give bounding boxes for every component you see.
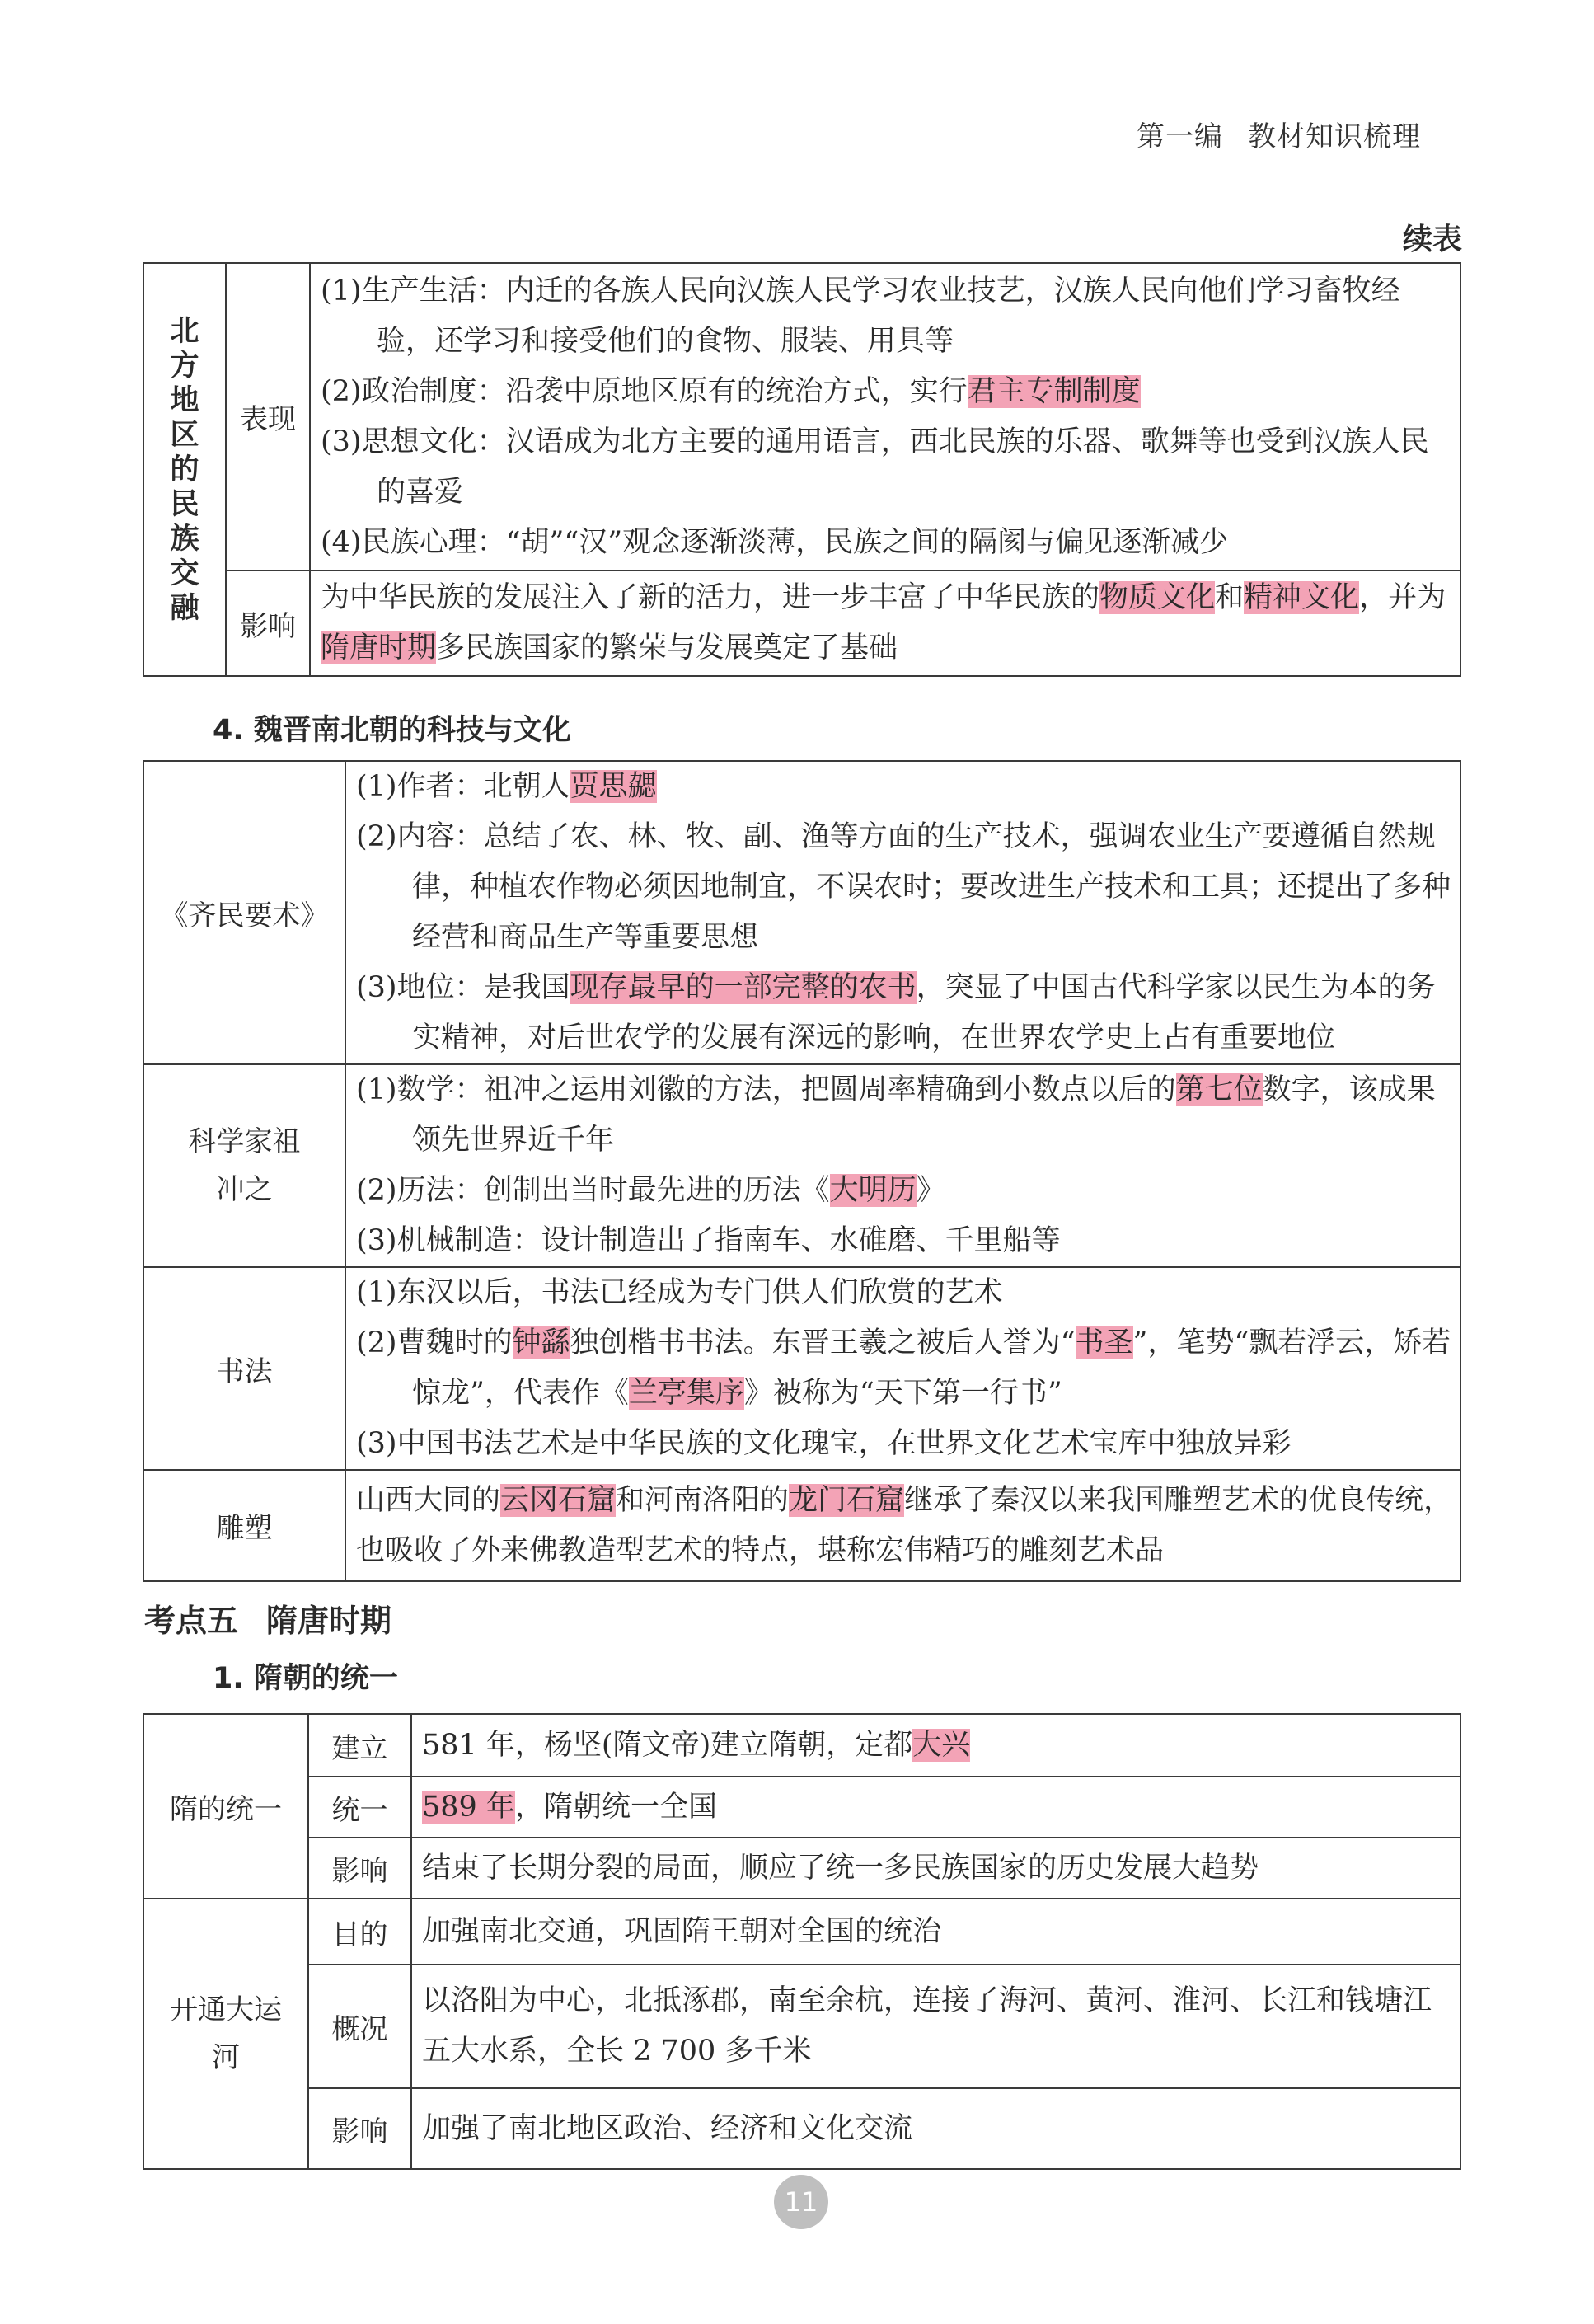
header-title: 教材知识梳理 — [1248, 120, 1421, 153]
text-segment: (3)地位：是我国 — [356, 971, 570, 1004]
text-segment: (1)数学：祖冲之运用刘徽的方法，把圆周率精确到小数点以后的 — [356, 1073, 1176, 1106]
side-label-char: 北 — [170, 314, 199, 348]
row-content-sculpture — [345, 1470, 1460, 1581]
side-label-char: 地 — [170, 383, 199, 417]
row-content-influence — [310, 570, 1460, 676]
text-segment: 独创楷书书法。东晋王羲之被后人誉为“ — [570, 1326, 1076, 1359]
table1-side-label — [143, 263, 226, 676]
sub-label-unify: 统一 — [308, 1777, 411, 1838]
highlighted-term: 589 年 — [422, 1790, 515, 1824]
row-label-zu-chongzhi: 科学家祖冲之 — [143, 1064, 345, 1267]
text-segment: (3)机械制造：设计制造出了指南车、水碓磨、千里船等 — [356, 1224, 1061, 1257]
text-segment: 结束了长期分裂的局面，顺应了统一多民族国家的历史发展大趋势 — [422, 1851, 1259, 1885]
section4-title: 4. 魏晋南北朝的科技与文化 — [213, 714, 571, 747]
kaodian-heading — [144, 1595, 391, 1641]
sub-label-purpose: 目的 — [308, 1899, 411, 1965]
content-line — [356, 762, 1453, 812]
highlighted-term: 精神文化 — [1244, 581, 1360, 614]
text-segment: 继承了秦汉以来我国雕塑艺术的优良传统，也吸收了外来佛教造型艺术的特点，堪称宏伟精巧的雕刻艺术品 — [356, 1483, 1453, 1567]
sui-unification-table — [143, 1713, 1461, 2170]
content-line — [321, 518, 1453, 568]
row-content-zu-chongzhi — [345, 1064, 1460, 1267]
text-segment: (2)曹魏时的 — [356, 1326, 513, 1359]
text-segment: (3)思想文化：汉语成为北方主要的通用语言，西北民族的乐器、歌舞等也受到汉族人民的喜爱 — [321, 425, 1429, 509]
highlighted-term: 大明历 — [829, 1174, 917, 1207]
content-overview — [411, 1965, 1460, 2088]
text-segment: 和河南洛阳的 — [616, 1483, 790, 1517]
content-line — [356, 1419, 1453, 1469]
text-segment: ，并为 — [1359, 581, 1446, 614]
row-label-manifestation: 表现 — [226, 263, 310, 570]
header-part: 第一编 — [1137, 120, 1223, 153]
row-content-manifestation — [310, 263, 1460, 570]
content-line — [356, 1268, 1453, 1318]
content-line — [422, 1976, 1453, 2077]
content-line — [356, 1065, 1453, 1166]
content-line — [422, 1782, 1453, 1833]
content-line — [422, 2104, 1453, 2154]
sub-label-canal-influence: 影响 — [308, 2088, 411, 2169]
text-segment: (3)中国书法艺术是中华民族的文化瑰宝，在世界文化艺术宝库中独放异彩 — [356, 1427, 1292, 1460]
highlighted-term: 钟繇 — [512, 1326, 570, 1359]
text-segment: (2)政治制度：沿袭中原地区原有的统治方式，实行 — [321, 374, 968, 408]
text-segment: 为中华民族的发展注入了新的活力，进一步丰富了中华民族的 — [321, 581, 1100, 614]
content-canal-influence — [411, 2088, 1460, 2169]
text-segment: 581 年，杨坚(隋文帝)建立隋朝，定都 — [422, 1728, 913, 1762]
text-segment: 数字，该成果领先世界近千年 — [412, 1073, 1436, 1157]
text-segment: ，突显了中国古代科学家以民生为本的务实精神，对后世农学的发展有深远的影响，在世界农学史上占有重要地位 — [412, 971, 1436, 1054]
highlighted-term: 第七位 — [1175, 1073, 1263, 1106]
text-segment: 加强南北交通，巩固隋王朝对全国的统治 — [422, 1914, 942, 1948]
row-label-calligraphy: 书法 — [143, 1267, 345, 1470]
text-segment: 多民族国家的繁荣与发展奠定了基础 — [436, 631, 898, 664]
highlighted-term: 大兴 — [912, 1728, 971, 1762]
content-unify — [411, 1777, 1460, 1838]
content-sui-influence — [411, 1838, 1460, 1899]
content-line — [321, 417, 1453, 518]
side-label-char: 交 — [170, 556, 199, 590]
content-line — [356, 1476, 1453, 1576]
text-segment: 》被称为“天下第一行书” — [743, 1377, 1062, 1410]
text-segment: (1)生产生活：内迁的各族人民向汉族人民学习农业技艺，汉族人民向他们学习畜牧经验，还学习和接受他们的食物、服装、用具等 — [321, 274, 1400, 358]
side-label-char: 方 — [170, 349, 199, 383]
kaodian-label: 考点五 — [144, 1603, 239, 1639]
text-segment: ，隋朝统一全国 — [514, 1790, 717, 1824]
text-segment: ”，笔势“飘若浮云，矫若惊龙”，代表作《 — [412, 1326, 1451, 1410]
row-content-calligraphy — [345, 1267, 1460, 1470]
content-line — [422, 1721, 1453, 1771]
highlighted-term: 隋唐时期 — [321, 631, 437, 664]
content-establish — [411, 1714, 1460, 1777]
highlighted-term: 贾思勰 — [570, 770, 657, 803]
group-label-grand-canal: 开通大运河 — [143, 1899, 308, 2169]
side-label-char: 区 — [170, 418, 199, 452]
sub-label-sui-influence: 影响 — [308, 1838, 411, 1899]
content-line — [356, 963, 1453, 1063]
highlighted-term: 书圣 — [1075, 1326, 1133, 1359]
text-segment: 加强了南北地区政治、经济和文化交流 — [422, 2111, 913, 2145]
content-line — [321, 266, 1453, 367]
text-segment: (2)历法：创制出当时最先进的历法《 — [356, 1174, 830, 1207]
ethnic-fusion-table — [143, 262, 1461, 677]
row-label-influence: 影响 — [226, 570, 310, 676]
highlighted-term: 君主专制制度 — [967, 374, 1141, 408]
section1-title: 1. 隋朝的统一 — [213, 1662, 398, 1695]
text-segment: (1)东汉以后，书法已经成为专门供人们欣赏的艺术 — [356, 1276, 1003, 1309]
content-line — [356, 1166, 1453, 1216]
text-segment: 》 — [916, 1174, 945, 1207]
content-line — [356, 1216, 1453, 1266]
content-line — [321, 573, 1453, 674]
highlighted-term: 现存最早的一部完整的农书 — [570, 971, 917, 1004]
row-label-qimin-yaoshu: 《齐民要术》 — [143, 761, 345, 1064]
kaodian-title: 隋唐时期 — [266, 1603, 392, 1639]
text-segment: 以洛阳为中心，北抵涿郡，南至余杭，连接了海河、黄河、淮河、长江和钱塘江五大水系，全长 2 700 多千米 — [422, 1984, 1432, 2068]
running-header — [1137, 114, 1421, 154]
content-purpose — [411, 1899, 1460, 1965]
side-label-char: 族 — [170, 522, 199, 556]
content-line — [422, 1843, 1453, 1894]
highlighted-term: 龙门石窟 — [789, 1483, 905, 1517]
sub-label-establish: 建立 — [308, 1714, 411, 1777]
text-segment: (4)民族心理：“胡”“汉”观念逐渐淡薄，民族之间的隔阂与偏见逐渐减少 — [321, 525, 1229, 559]
content-line — [321, 367, 1453, 417]
content-line — [422, 1907, 1453, 1957]
text-segment: (1)作者：北朝人 — [356, 770, 570, 803]
content-line — [356, 812, 1453, 963]
text-segment: (2)内容：总结了农、林、牧、副、渔等方面的生产技术，强调农业生产要遵循自然规律，种植农作物必须因地制宜，不误农时；要改进生产技术和工具；还提出了多种经营和商品生产等重要思想 — [356, 820, 1451, 954]
highlighted-term: 物质文化 — [1099, 581, 1216, 614]
sub-label-overview: 概况 — [308, 1965, 411, 2088]
side-label-char: 民 — [170, 487, 199, 521]
highlighted-term: 云冈石窟 — [500, 1483, 617, 1517]
row-label-sculpture: 雕塑 — [143, 1470, 345, 1581]
row-content-qimin-yaoshu — [345, 761, 1460, 1064]
text-segment: 山西大同的 — [356, 1483, 501, 1517]
science-culture-table — [143, 760, 1461, 1582]
continued-label: 续表 — [1402, 223, 1462, 256]
content-line — [356, 1318, 1453, 1419]
highlighted-term: 兰亭集序 — [628, 1377, 744, 1410]
group-label-sui-unification: 隋的统一 — [143, 1714, 308, 1899]
page-number: 11 — [774, 2175, 828, 2229]
side-label-char: 融 — [170, 591, 199, 625]
side-label-char: 的 — [170, 453, 199, 486]
text-segment: 和 — [1215, 581, 1245, 614]
